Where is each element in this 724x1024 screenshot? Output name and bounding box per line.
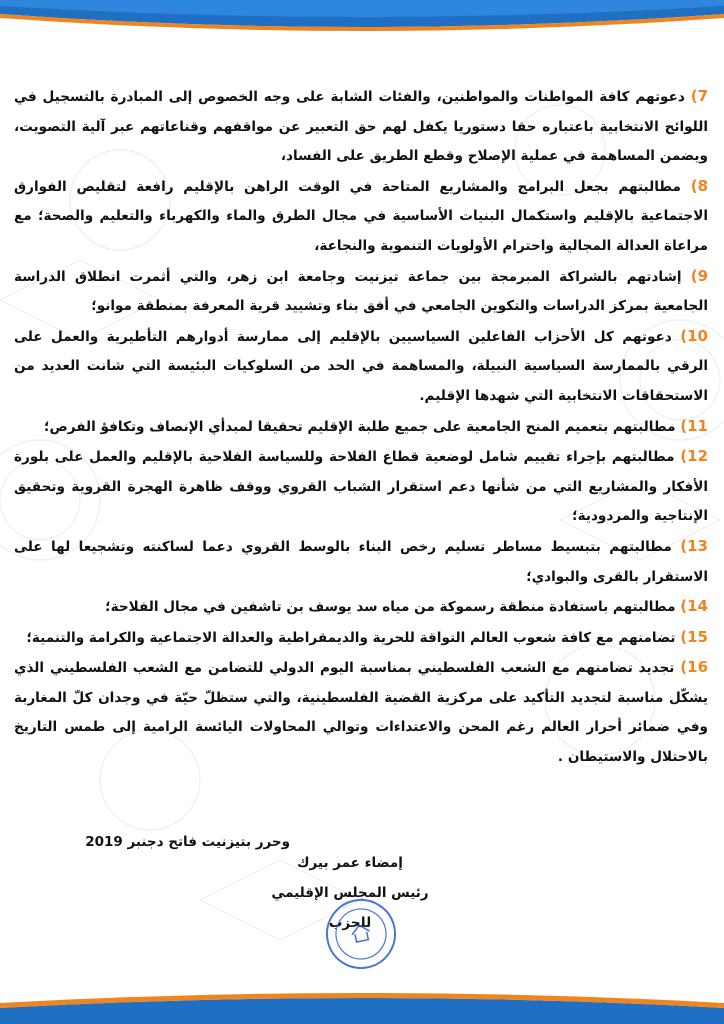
item-text: إشادتهم بالشراكة المبرمجة بين جماعة تيزنيت وجامعة ابن زهر، والتي أثمرت انطلاق الدراسة الجامعية بمركز الدراسات والتكوين الجامعي في أفق بناء وتشييد قرية المعرفة بمنطقة موانو؛ [14,268,708,315]
signature-role: رئيس المجلس الإقليمي للحزب [271,885,429,931]
document-date: وحرر بتيزنيت فاتح دجنبر 2019 [85,834,290,850]
item-text: دعوتهم كافة المواطنات والمواطنين، والفئات الشابة على وجه الخصوص إلى المبادرة بالتسجيل في اللوائح الانتخابية باعتباره حقا دستوريا يكفل لهم حق التعبير عن مواقفهم وقناعاتهم عبر آلية التصويت، ويضمن المساهمة في عملية الإصلاح وقطع الطريق على الفساد، [14,89,708,165]
item-text: مطالبتهم باستفادة منطقة رسموكة من مياه سد يوسف بن تاشفين في مجال الفلاحة؛ [105,599,676,616]
item-number: 16) [680,658,709,677]
header-decoration [0,0,724,40]
item-number: 12) [680,447,709,466]
statement-body [14,82,708,773]
item-text: مطالبتهم بإجراء تقييم شامل لوضعية قطاع الفلاحة وللسياسة الفلاحية بالإقليم والعمل على بلورة الأفكار والمشاريع التي من شأنها دعم استقرار الشباب القروي ووقف ظاهرة الهجرة القروية وتحقيق الإنتاجية والمردودية؛ [14,449,708,525]
list-item [14,172,708,262]
footer-decoration [0,990,724,1024]
item-text: مطالبتهم بتعميم المنح الجامعية على جميع طلبة الإقليم تحقيقا لمبدأي الإنصاف وتكافؤ الفرص؛ [44,418,676,435]
item-number: 10) [680,326,708,345]
item-number: 9) [690,266,709,285]
item-number: 13) [680,536,708,555]
item-number: 11) [680,416,708,435]
item-number: 14) [680,597,708,616]
item-text: دعوتهم كل الأحزاب الفاعلين السياسيين بالإقليم إلى ممارسة أدوارهم التأطيرية والعمل على الرقي بالممارسة السياسية النبيلة، والمساهمة في الحد من السلوكيات البئيسة التي شانت العديد من الاستحقاقات الانتخابية التي شهدها الإقليم. [14,328,708,404]
list-item [14,592,708,623]
item-text: مطالبتهم بجعل البرامج والمشاريع المتاحة في الوقت الراهن بالإقليم رافعة لتقليص الفوارق الاجتماعية بالإقليم واستكمال البنيات الأساسية في مجال الطرق والماء والكهرباء والتعليم والصحة؛ مع مراعاة العدالة المجالية واحترام الأولويات التنموية والنجاعة، [14,178,708,254]
item-text: تجديد تضامنهم مع الشعب الفلسطيني بمناسبة اليوم الدولي للتضامن مع الشعب الفلسطيني الذي يشكّل مناسبة لتجديد التأكيد على مركزية القضية الفلسطينية، والتي ستظلّ حيّة في وجدان كلّ المغاربة وفي ضمائر أحرار العالم رغم المحن والاعتداءات وتوالي المحاولات اليائسة الرامية إلى طمس التاريخ بالاحتلال والاستيطان . [14,660,708,766]
list-item [14,322,708,412]
item-text: مطالبتهم بتبسيط مساطر تسليم رخص البناء بالوسط القروي دعما لساكنته وتشجيعا لها على الاستقرار بالقرى والبوادي؛ [14,538,708,585]
list-item [14,623,708,654]
list-item [14,442,708,532]
list-item [14,653,708,772]
item-number: 8) [690,176,709,195]
list-item [14,532,708,592]
signature-name: إمضاء عمر بيرك [297,855,403,871]
party-stamp-icon [322,895,400,973]
list-item [14,262,708,322]
list-item [14,82,708,172]
item-text: تضامنهم مع كافة شعوب العالم التواقة للحرية والديمقراطية والعدالة الاجتماعية والكرامة والتنمية؛ [26,629,676,646]
list-item [14,412,708,443]
item-number: 15) [680,627,708,646]
item-number: 7) [690,87,709,105]
